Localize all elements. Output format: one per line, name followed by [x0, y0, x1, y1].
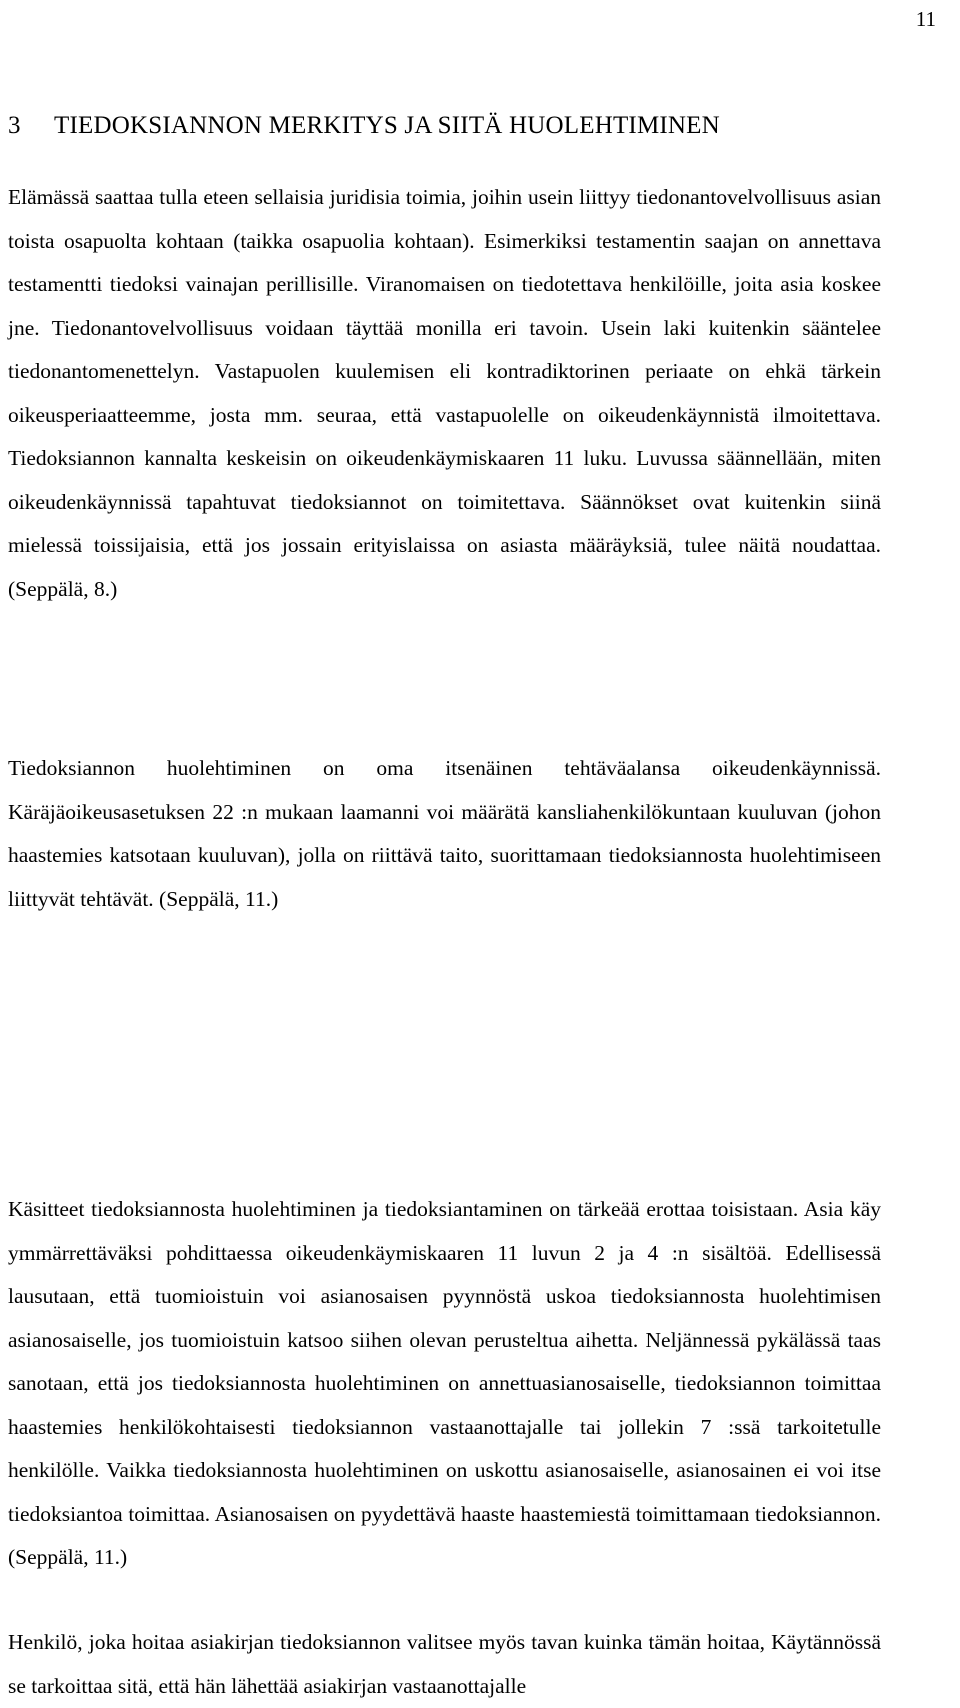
page-number: 11 — [915, 7, 936, 31]
paragraph-henkilo: Henkilö, joka hoitaa asiakirjan tiedoksiannon valitsee myös tavan kuinka tämän hoitaa, Käytännössä se tarkoittaa sitä, että hän lähettää asiakirjan vastaanottajalle — [8, 1630, 881, 1698]
paragraph-kasitteet: Käsitteet tiedoksiannosta huolehtiminen ja tiedoksiantaminen on tärkeää erottaa toisistaan. Asia käy ymmärrettäväksi pohdittaessa oikeudenkäymiskaaren 11 luvun 2 ja 4 :n sisältöä. Edellisessä lausutaan, että tuomioistuin voi asianosaisen pyynnöstä uskoa tiedoksiannosta huolehtimisen asianosaiselle, jos tuomioistuin katsoo siihen olevan perusteltua aihetta. Neljännessä pykälässä taas sanotaan, että jos tiedoksiannosta huolehtiminen on annettuasianosaiselle, tiedoksiannon toimittaa haastemies henkilökohtaisesti tiedoksiannon vastaanottajalle tai jollekin 7 :ssä tarkoitetulle henkilölle. Vaikka tiedoksiannosta huolehtiminen on uskottu asianosaiselle, asianosainen ei voi itse tiedoksiantoa toimittaa. Asianosaisen on pyydettävä haaste haastemiestä toimittamaan tiedoksiannon. (Seppälä, 11.) — [8, 1197, 881, 1569]
section-heading — [8, 108, 720, 144]
section-title: TIEDOKSIANNON MERKITYS JA SIITÄ HUOLEHTIMINEN — [54, 112, 720, 139]
paragraph-intro: Elämässä saattaa tulla eteen sellaisia juridisia toimia, joihin usein liittyy tiedonantovelvollisuus asian toista osapuolta kohtaan (taikka osapuolia kohtaan). Esimerkiksi testamentin saajan on annettava testamentti tiedoksi vainajan perillisille. Viranomaisen on tiedotettava henkilöille, joita asia koskee jne. Tiedonantovelvollisuus voidaan täyttää monilla eri tavoin. Usein laki kuitenkin sääntelee tiedonantomenettelyn. Vastapuolen kuulemisen eli kontradiktorinen periaate on ehkä tärkein oikeusperiaatteemme, josta mm. seuraa, että vastapuolelle on oikeudenkäynnistä ilmoitettava. Tiedoksiannon kannalta keskeisin on oikeudenkäymiskaaren 11 luku. Luvussa säännellään, miten oikeudenkäynnissä tapahtuvat tiedoksiannot on toimitettava. Säännökset ovat kuitenkin siinä mielessä toissijaisia, että jos jossain erityislaissa on asiasta määräyksiä, tulee näitä noudattaa. (Seppälä, 8.) — [8, 185, 881, 601]
paragraph-huolehtiminen: Tiedoksiannon huolehtiminen on oma itsenäinen tehtäväalansa oikeudenkäynnissä. Käräjäoikeusasetuksen 22 :n mukaan laamanni voi määrätä kansliahenkilökuntaan kuuluvan (johon haastemies katsotaan kuuluvan), jolla on riittävä taito, suorittamaan tiedoksiannosta huolehtimiseen liittyvät tehtävät. (Seppälä, 11.) — [8, 756, 881, 911]
section-number: 3 — [8, 112, 21, 139]
